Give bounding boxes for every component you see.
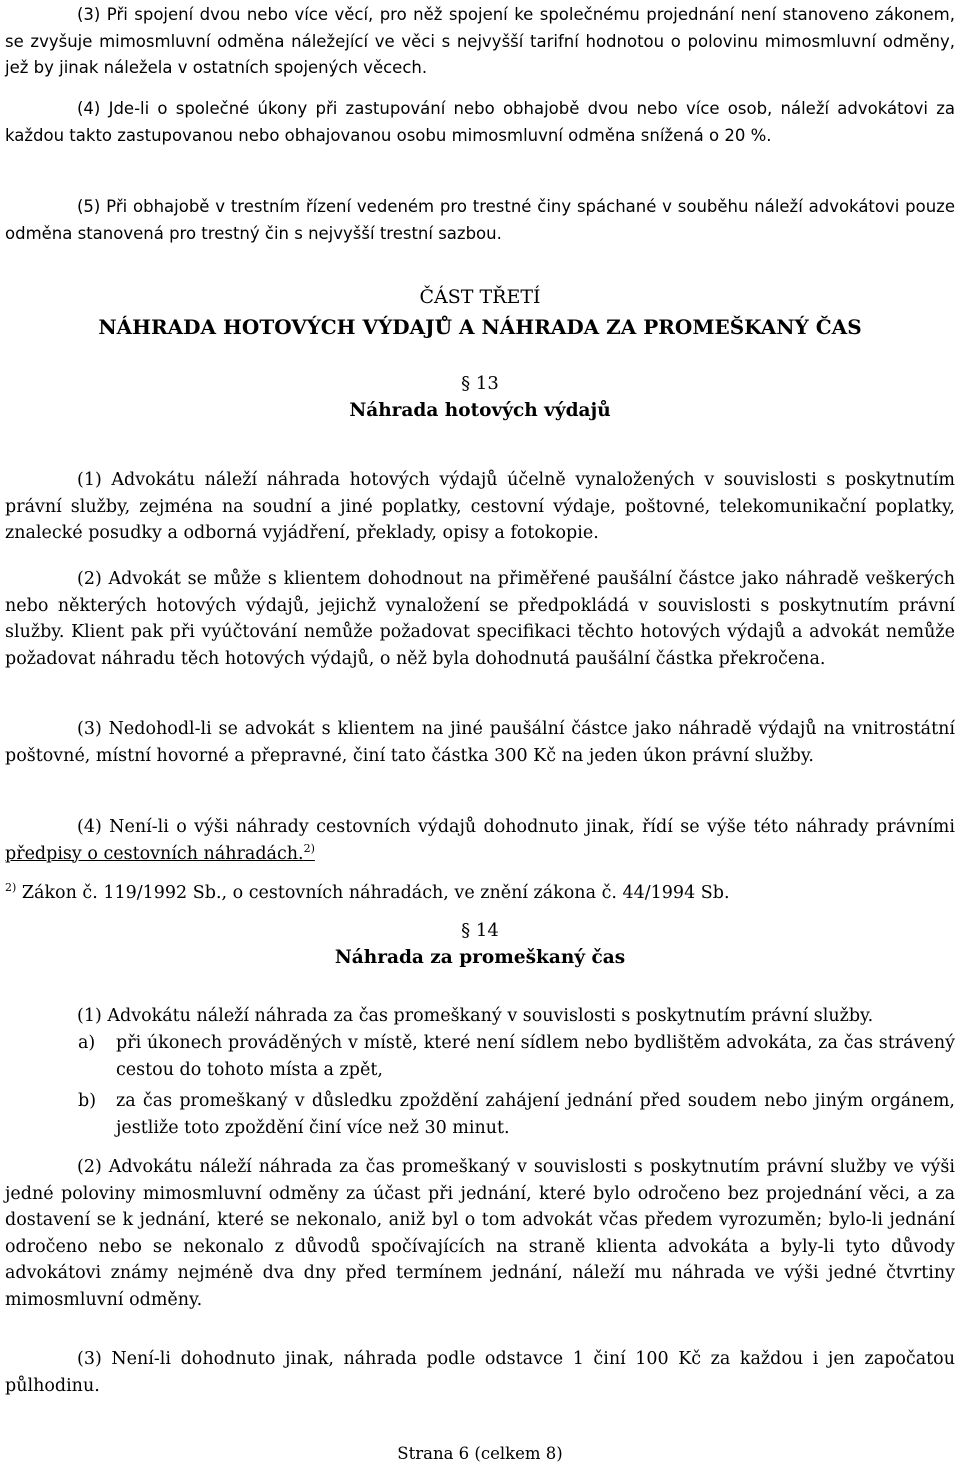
section-14-title: Náhrada za promeškaný čas <box>334 947 626 968</box>
section-13-number: § 13 <box>461 373 499 394</box>
footnote <box>5 880 955 907</box>
section-14-paragraph-3: (3) Není-li dohodnuto jinak, náhrada podle odstavce 1 činí 100 Kč za každou i jen započatou půlhodinu. <box>5 1349 955 1396</box>
section-13-paragraph-4 <box>5 814 955 867</box>
list-item <box>78 1088 955 1141</box>
paragraph-4-joint-acts: (4) Jde-li o společné úkony při zastupování nebo obhajobě dvou nebo více osob, náleží advokátovi za každou takto zastupovanou nebo obhajovanou osobu mimosmluvní odměna snížená o 20 %. <box>5 99 955 145</box>
travel-regulations-link-text: předpisy o cestovních náhradách. <box>5 843 304 864</box>
section-13-title: Náhrada hotových výdajů <box>349 400 611 421</box>
section-13-paragraph-3: (3) Nedohodl-li se advokát s klientem na jiné paušální částce jako náhradě výdajů na vnitrostátní poštovné, místní hovorné a přepravné, činí tato částka 300 Kč na jeden úkon právní služby. <box>5 719 955 766</box>
section-14-paragraph-2: (2) Advokátu náleží náhrada za čas promeškaný v souvislosti s poskytnutím právní služby ve výši jedné poloviny mimosmluvní odměny za účast při jednání, které bylo odročeno bez projednání věci, a za dostavení se k jednání, které se nekonalo, aniž byl o tom advokát včas předem vyrozuměn; bylo-li jednání odročeno nebo se nekonalo z důvodů spočívajících na straně klienta advokáta a byly-li tyto důvody advokátovi známy nejméně dva dny před termínem jednání, náleží mu náhrada ve výši jedné čtvrtiny mimosmluvní odměny. <box>5 1157 955 1310</box>
footnote-reference: 2) <box>303 841 315 855</box>
paragraph-5-criminal-defense: (5) Při obhajobě v trestním řízení vedeném pro trestné činy spáchané v souběhu náleží advokátovi pouze odměna stanovená pro trestný čin s nejvyšší trestní sazbou. <box>5 197 955 243</box>
part-label: ČÁST TŘETÍ <box>419 286 541 308</box>
list-item-text: za čas promeškaný v důsledku zpoždění zahájení jednání před soudem nebo jiným orgánem, jestliže toto zpoždění činí více než 30 minut. <box>116 1091 955 1138</box>
page-footer: Strana 6 (celkem 8) <box>397 1444 563 1463</box>
paragraph-3-joined-matters: (3) Při spojení dvou nebo více věcí, pro něž spojení ke společnému projednání není stanoveno zákonem, se zvyšuje mimosmluvní odměna náležející ve věci s nejvyšší tarifní hodnotou o polovinu mimosmluvní odměny, jež by jinak náležela v ostatních spojených věcech. <box>5 5 955 77</box>
list-item-text: při úkonech prováděných v místě, které není sídlem nebo bydlištěm advokáta, za čas strávený cestou do tohoto místa a zpět, <box>116 1033 955 1080</box>
list-item <box>78 1030 955 1083</box>
section-14-number: § 14 <box>461 920 499 941</box>
footnote-text: Zákon č. 119/1992 Sb., o cestovních náhradách, ve znění zákona č. 44/1994 Sb. <box>16 883 730 903</box>
section-13-paragraph-4-text: (4) Není-li o výši náhrady cestovních výdajů dohodnuto jinak, řídí se výše této náhrady právními <box>77 817 955 837</box>
travel-regulations-link[interactable] <box>5 841 315 864</box>
list-item-marker: a) <box>78 1033 96 1053</box>
part-title: NÁHRADA HOTOVÝCH VÝDAJŮ A NÁHRADA ZA PROMEŠKANÝ ČAS <box>98 315 862 339</box>
section-14-paragraph-1: (1) Advokátu náleží náhrada za čas promeškaný v souvislosti s poskytnutím právní služby. <box>77 1006 874 1026</box>
section-13-paragraph-2: (2) Advokát se může s klientem dohodnout na přiměřené paušální částce jako náhradě veškerých nebo některých hotových výdajů, jejichž vynaložení se předpokládá v souvislosti s poskytnutím právní služby. Klient pak při vyúčtování nemůže požadovat specifikaci těchto hotových výdajů a advokát nemůže požadovat náhradu těch hotových výdajů, o něž byla dohodnutá paušální částka překročena. <box>5 569 955 669</box>
list-item-marker: b) <box>78 1091 97 1111</box>
section-13-paragraph-1: (1) Advokátu náleží náhrada hotových výdajů účelně vynaložených v souvislosti s poskytnutím právní služby, zejména na soudní a jiné poplatky, cestovní výdaje, poštovné, telekomunikační poplatky, znalecké posudky a odborná vyjádření, překlady, opisy a fotokopie. <box>5 470 955 543</box>
footnote-mark: 2) <box>5 881 17 894</box>
